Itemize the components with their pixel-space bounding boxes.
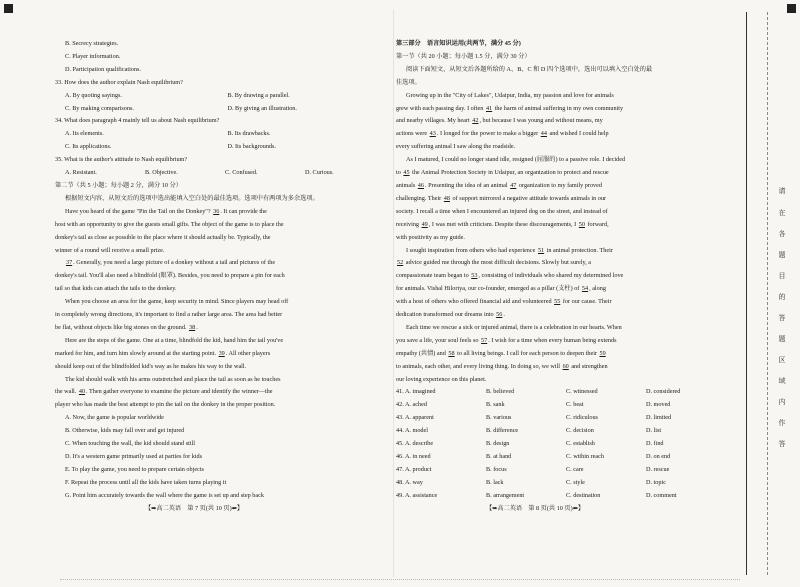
passage-line: empathy (共情) and 58 to all living beings. I call for each person to deepen their 59 (396, 349, 606, 357)
answer-option[interactable]: D. topic (646, 478, 666, 486)
passage-line: The kid should walk with his arms outstretched and place the tail as soon as he touches (65, 375, 281, 383)
passage-line: receiving 49, I was met with criticism. Despite these discouragements, I 50 forward, (396, 220, 609, 228)
passage-line: in completely wrong directions, it's important to find a rather large area. The area had better (55, 311, 283, 319)
choice-line: A. Now, the game is popular worldwide (65, 414, 164, 422)
blank-42[interactable]: 42 (472, 117, 479, 125)
answer-option[interactable]: B. design (486, 440, 510, 448)
registration-mark-top-left (4, 4, 13, 13)
registration-mark-top-right (787, 4, 796, 13)
answer-option[interactable]: B. arrangement (486, 491, 525, 499)
answer-option[interactable]: B. sank (486, 401, 505, 409)
answer-option[interactable]: B. various (486, 414, 512, 422)
option: D. By giving an illustration. (227, 104, 297, 112)
option: B. Objective. (145, 169, 178, 177)
q33-options-row (55, 103, 390, 116)
seal-char: 作 (778, 419, 786, 427)
answer-option[interactable]: B. lack (486, 478, 504, 486)
blank-41[interactable]: 41 (485, 104, 493, 112)
passage-line: player who has made the best attempt to pin the tail on the donkey in the proper position. (55, 401, 276, 409)
option-row (396, 425, 726, 438)
passage-line: Growing up in the "City of Lakes", Udaipur, India, my passion and love for animals (406, 91, 614, 99)
blank-54[interactable]: 54 (581, 285, 589, 293)
passage-line: Have you heard of the game "Pin the Tail on the Donkey"? 36. It can provide the (65, 207, 267, 215)
blank-56[interactable]: 56 (496, 311, 503, 319)
seal-char: 答 (778, 314, 786, 322)
blank-48[interactable]: 48 (443, 194, 450, 202)
answer-options (396, 386, 726, 502)
blank-53[interactable]: 53 (471, 272, 478, 280)
passage-line: I sought inspiration from others who had experience 51 in animal protection. Their (406, 246, 613, 254)
answer-option[interactable]: B. believed (486, 388, 515, 396)
page-7-column (55, 38, 390, 503)
seal-char: 域 (778, 377, 786, 385)
blank-52[interactable]: 52 (397, 259, 404, 267)
answer-option[interactable]: C. style (566, 478, 585, 486)
seal-char: 各 (778, 230, 786, 238)
passage-line: with a host of others who offered financial aid and volunteered 55 for our cause. Their (396, 298, 612, 306)
answer-option[interactable]: D. comment (646, 491, 677, 499)
passage-line: you save a life, your soul feels so 57. I wish for a time when every human being extends (396, 336, 617, 344)
seal-char: 内 (778, 398, 786, 406)
passage-line: and nearby villages. My heart 42, but because I was young and without means, my (396, 117, 603, 125)
answer-option[interactable]: C. establish (566, 440, 595, 448)
answer-option[interactable]: C. witnessed (566, 388, 598, 396)
answer-option[interactable]: D. moved (646, 401, 671, 409)
option: B. By drawing a parallel. (227, 91, 290, 99)
option: D. Its backgrounds. (227, 143, 276, 151)
blank-44[interactable]: 44 (540, 130, 547, 138)
answer-option[interactable]: B. at hand (486, 453, 512, 460)
q34-options-row (55, 128, 390, 141)
answer-option[interactable]: C. ridiculous (566, 414, 598, 422)
blank-50[interactable]: 50 (578, 220, 585, 228)
page-7-footer: 【➡高二英语 第 7 页(共 10 页)⬅】 (145, 505, 244, 512)
passage-line: to animals, each other, and every living thing. In doing so, we will 60 and strengthen (396, 362, 608, 370)
section-2-title: 第二节（共 5 小题；每小题 2 分，满分 10 分） (55, 181, 182, 189)
answer-option[interactable]: 49. A. assistance (396, 491, 438, 499)
passage-line: Each time we rescue a sick or injured animal, there is a celebration in our hearts. When (406, 323, 622, 331)
answer-option[interactable]: 41. A. imagined (396, 388, 436, 396)
answer-option[interactable]: C. beat (566, 401, 584, 409)
answer-option[interactable]: 45. A. describe (396, 440, 434, 448)
seal-char: 目 (778, 272, 786, 280)
answer-option[interactable]: C. within reach (566, 453, 604, 460)
blank-39[interactable]: 39 (218, 349, 225, 357)
option: A. By quoting sayings. (65, 91, 122, 99)
passage-line: grew with each passing day. I often 41 the harm of animal suffering in my own community (396, 104, 624, 112)
passage-line: donkey's tail as close as possible to the place where it should actually be. Typically, the (55, 233, 271, 241)
answer-option[interactable]: 48. A. way (396, 478, 423, 486)
blank-38[interactable]: 38 (189, 323, 196, 331)
passage-line: tail so that kids can attach the tails to the donkey. (55, 285, 177, 293)
passage-line: our loving experience on this planet. (396, 375, 487, 383)
q34-options-row (55, 141, 390, 154)
passage-line: with positivity as my guide. (396, 233, 465, 241)
passage-line: compassionate team began to 53, consisting of individuals who shared my determined love (396, 272, 624, 280)
passage-line: should keep out of the blindfolded kid's way as he makes his way to the wall. (55, 362, 247, 370)
page-8-footer: 【➡高二英语 第 8 页(共 10 页)⬅】 (486, 505, 585, 512)
blank-46[interactable]: 46 (417, 181, 424, 189)
passage-line: As I matured, I could no longer stand idle, resigned (屈服的) to a passive role. I decided (406, 156, 626, 164)
seal-char: 的 (778, 293, 786, 301)
answer-option[interactable]: 46. A. in need (396, 453, 431, 460)
passage-line: host with an opportunity to give the guests small gifts. The object of the game is to place the (55, 220, 284, 228)
blank-57[interactable]: 57 (481, 336, 488, 344)
passage-line: to 45 the Animal Protection Society in Udaipur, an organization to protect and rescue (396, 169, 609, 177)
answer-option[interactable]: D. rescue (646, 465, 670, 473)
answer-option[interactable]: B. difference (486, 427, 519, 435)
option-row (396, 386, 726, 399)
passage-line: winner of a round will receive a small prize. (55, 246, 165, 254)
seal-char: 在 (778, 209, 786, 217)
q33-options-row (55, 90, 390, 103)
answer-option[interactable]: B. focus (486, 465, 507, 473)
blank-55[interactable]: 55 (554, 298, 561, 306)
option-row (396, 451, 726, 464)
part-3-title: 第三部分 语言知识运用(共两节，满分 45 分) (396, 40, 521, 47)
passage-line: donkey's tail. You'll also need a blindfold (眼罩). Besides, you need to prepare a pin for each (55, 272, 285, 280)
option-row (396, 399, 726, 412)
blank-60[interactable]: 60 (562, 362, 569, 370)
blank-47[interactable]: 47 (510, 181, 517, 189)
passage-line: the wall. 40. Then gather everyone to examine the picture and identify the winner—the (55, 388, 273, 396)
blank-51[interactable]: 51 (537, 246, 545, 254)
passage-line: for animals. Vishal Hiloriya, our co-founder, emerged as a pillar (支柱) of 54, along (396, 285, 606, 293)
choice-line: G. Point him accurately towards the wall where the game is set up and step back (65, 491, 264, 499)
bottom-dotted-edge (60, 577, 740, 580)
passage-line: be flat, without objects like big stones on the ground. 38. (55, 323, 198, 331)
answer-option[interactable]: 47. A. product (396, 465, 432, 473)
seal-char: 题 (778, 251, 786, 259)
option-row (396, 477, 726, 490)
passage-line: When you choose an area for the game, keep security in mind. Since players may head off (65, 298, 289, 306)
section-1-instructions: 佳选项。 (396, 78, 421, 86)
section-1-title: 第一节（共 20 小题；每小题 1.5 分，满分 30 分） (396, 52, 531, 60)
seal-char: 请 (778, 187, 786, 195)
section-1-instructions: 阅读下面短文，从短文后各题所给的 A、B、C 和 D 四个选项中，选出可以填入空白处的最 (406, 65, 653, 73)
option: A. Its elements. (65, 130, 104, 138)
answer-option[interactable]: D. limited (646, 414, 672, 422)
choice-line: D. It's a western game primarily used at parties for kids (65, 453, 203, 460)
blank-36[interactable]: 36 (213, 207, 220, 215)
option-line: B. Secrecy strategies. (65, 40, 119, 47)
option: C. Its applications. (65, 143, 112, 151)
option: A. Resistant. (65, 169, 97, 177)
option-row (396, 412, 726, 425)
choice-line: F. Repeat the process until all the kids have taken turns playing it (65, 478, 227, 486)
binding-dashed-line (767, 12, 768, 575)
passage-line: actions were 43. I longed for the power to make a bigger 44 and wished I could help (396, 130, 609, 138)
option-line: C. Player information. (65, 52, 121, 60)
option-line: D. Participation qualifications. (65, 65, 141, 73)
seal-char: 题 (778, 335, 786, 343)
option-row (396, 438, 726, 451)
answer-option[interactable]: 42. A. ached (396, 401, 427, 409)
option: B. Its drawbacks. (227, 130, 271, 138)
passage-line: animals 46. Presenting the idea of an animal 47 organization to my family proved (396, 181, 602, 189)
blank-43[interactable]: 43 (429, 130, 436, 138)
choice-line: C. When touching the wall, the kid should stand still (65, 440, 195, 448)
answer-option[interactable]: D. list (646, 427, 662, 435)
passage-line: 52 advice guided me through the most difficult decisions. Slowly but surely, a (397, 259, 591, 267)
passage-line: 37. Generally, you need a large picture of a donkey without a tail and pictures of the (66, 259, 276, 267)
passage-line: Here are the steps of the game. One at a time, blindfold the kid, hand him the tail you've (65, 336, 284, 344)
blank-37[interactable]: 37 (66, 259, 73, 267)
blank-40[interactable]: 40 (78, 388, 86, 396)
passage-line: challenging. Their 48 of support mirrored a negative attitude towards animals in our (396, 194, 606, 202)
blank-45[interactable]: 45 (403, 169, 410, 177)
binding-line (746, 12, 747, 575)
option: C. By making comparisons. (65, 104, 134, 112)
blank-59[interactable]: 59 (599, 349, 606, 357)
choice-line: E. To play the game, you need to prepare certain objects (65, 465, 204, 473)
answer-option[interactable]: 43. A. apparent (396, 414, 434, 422)
center-fold-line (393, 10, 394, 577)
answer-option[interactable]: D. considered (646, 388, 681, 396)
answer-option[interactable]: D. find (646, 440, 664, 448)
option-row (396, 464, 726, 477)
option: D. Curious. (305, 169, 334, 177)
answer-option[interactable]: C. decision (566, 427, 594, 435)
option: C. Confused. (225, 169, 258, 177)
blank-58[interactable]: 58 (448, 349, 455, 357)
question-35: 35. What is the author's attitude to Nash equilibrium? (55, 156, 188, 164)
answer-option[interactable]: C. destination (566, 491, 601, 499)
answer-option[interactable]: D. on end (646, 453, 671, 460)
blank-49[interactable]: 49 (421, 220, 428, 228)
question-33: 33. How does the author explain Nash equilibrium? (55, 78, 183, 86)
section-2-instructions: 根据短文内容，从短文后的选项中选出能填入空白处的最佳选项。选项中有两项为多余选项。 (65, 194, 319, 202)
passage-line: marked for him, and turn him slowly around at the starting point. 39. All other players (55, 349, 271, 357)
passage-line: society. I recall a time when I encountered an injured dog on the street, and instead of (396, 207, 608, 215)
option-row (396, 490, 726, 503)
passage-line: dedication transformed our dreams into 56. (396, 311, 505, 319)
seal-char: 区 (778, 356, 786, 364)
seal-char: 答 (778, 440, 786, 448)
page-8-column (396, 38, 726, 503)
answer-option[interactable]: 44. A. model (396, 427, 428, 435)
passage-line: every suffering animal I saw along the roadside. (396, 143, 516, 151)
question-34: 34. What does paragraph 4 mainly tell us about Nash equilibrium? (55, 117, 220, 125)
q35-options-row (55, 167, 390, 180)
choice-line: B. Otherwise, kids may fall over and get injured (65, 427, 185, 435)
answer-option[interactable]: C. care (566, 465, 584, 473)
